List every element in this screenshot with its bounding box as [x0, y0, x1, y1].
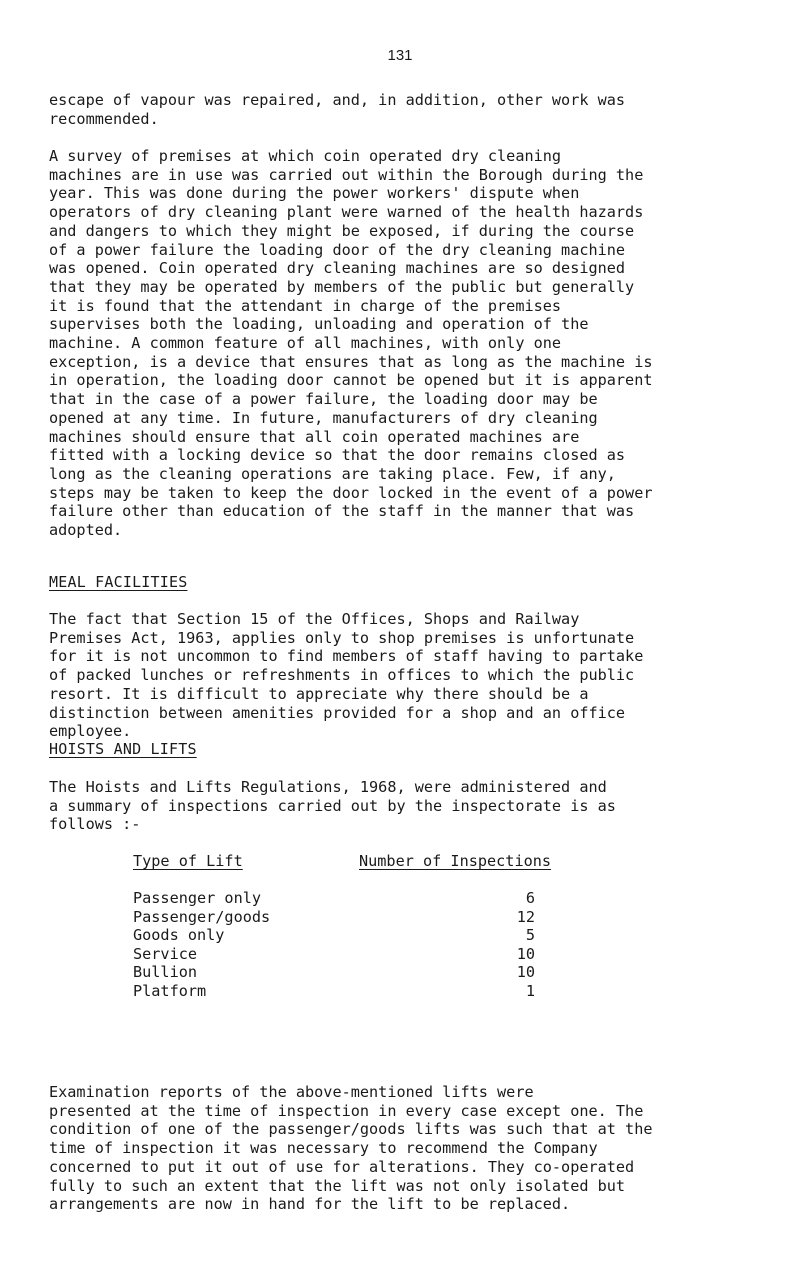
- lift-type-cell: Passenger/goods: [133, 907, 271, 926]
- inspection-count-cell: 12: [516, 907, 535, 926]
- inspection-count-cell: 10: [516, 944, 535, 963]
- heading-meal-facilities: MEAL FACILITIES: [49, 573, 188, 591]
- inspection-count-cell: 10: [516, 963, 535, 982]
- lift-type-cell: Goods only: [133, 926, 225, 945]
- page-number: 131: [387, 47, 413, 64]
- lift-table-body: [133, 889, 603, 1001]
- column-header-type-of-lift: Type of Lift: [133, 852, 243, 870]
- inspection-count-cell: 5: [525, 926, 535, 945]
- lift-type-cell: Bullion: [133, 963, 198, 982]
- paragraph-dry-cleaning-survey: A survey of premises at which coin operated dry cleaning machines are in use was carried out within the Borough during the year. This was done during the power workers' dispute when operators of dry cleaning plant were warned of the health hazards and dangers to which they might be exposed, if during the course of a power failure the loading door of the dry cleaning machine was opened. Coin operated dry cleaning machines are so designed that they may be operated by members of the public but generally it is found that the attendant in charge of the premises supervises both the loading, unloading and operation of the machine. A common feature of all machines, with only one exception, is a device that ensures that as long as the machine is in operation, the loading door cannot be opened but it is apparent that in the case of a power failure, the loading door may be opened at any time. In future, manufacturers of dry cleaning machines should ensure that all coin operated machines are fitted with a locking device so that the door remains closed as long as the cleaning operations are taking place. Few, if any, steps may be taken to keep the door locked in the event of a power failure other than education of the staff in the manner that was adopted.: [49, 147, 653, 540]
- table-row: [133, 908, 603, 927]
- inspection-count-cell: 6: [525, 889, 535, 907]
- paragraph-vapour-escape: escape of vapour was repaired, and, in addition, other work was recommended.: [49, 91, 626, 128]
- heading-hoists-and-lifts: HOISTS AND LIFTS: [49, 740, 197, 758]
- paragraph-examination-reports: Examination reports of the above-mentioned lifts were presented at the time of inspection in every case except one. The condition of one of the passenger/goods lifts was such that at the time of inspection it was necessary to recommend the Company concerned to put it out of use for alterations. They co-operated fully to such an extent that the lift was not only isolated but arrangements are now in hand for the lift to be replaced.: [49, 1083, 653, 1214]
- table-row: [133, 945, 603, 964]
- table-row: [133, 982, 603, 1001]
- paragraph-hoists-regulations: The Hoists and Lifts Regulations, 1968, were administered and a summary of inspections carried out by the inspectorate is as follows :-: [49, 778, 616, 834]
- lift-type-cell: Platform: [133, 981, 207, 1000]
- table-row: [133, 889, 603, 908]
- inspection-count-cell: 1: [525, 981, 535, 1000]
- lift-type-cell: Passenger only: [133, 889, 262, 907]
- table-row: [133, 963, 603, 982]
- paragraph-meal-facilities: The fact that Section 15 of the Offices, Shops and Railway Premises Act, 1963, applies only to shop premises is unfortunate for it is not uncommon to find members of staff having to partake of packed lunches or refreshments in offices to which the public resort. It is difficult to appreciate why there should be a distinction between amenities provided for a shop and an office employee.: [49, 610, 644, 741]
- lift-type-cell: Service: [133, 944, 198, 963]
- column-header-number-of-inspections: Number of Inspections: [359, 852, 552, 870]
- table-row: [133, 926, 603, 945]
